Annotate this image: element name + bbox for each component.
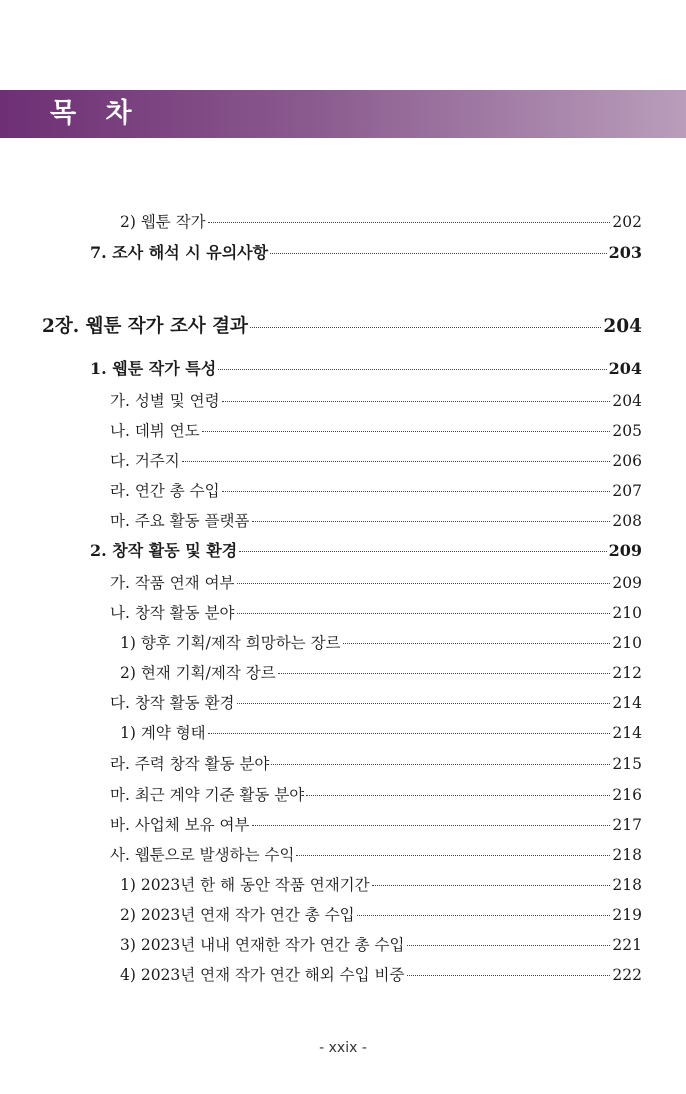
toc-entry-page: 218: [612, 876, 642, 894]
toc-entry-page: 215: [612, 755, 642, 773]
toc-entry-page: 214: [612, 724, 642, 742]
toc-entry-label: 1. 웹툰 작가 특성: [90, 359, 217, 378]
toc-entry-page: 212: [612, 664, 642, 682]
toc-entry[interactable]: [120, 722, 642, 744]
toc-entry[interactable]: [110, 844, 642, 866]
toc-entry[interactable]: [110, 450, 642, 472]
toc-entry[interactable]: [110, 753, 642, 775]
leader-dots: [372, 885, 611, 886]
leader-dots: [271, 764, 610, 765]
page-title: 목 차: [50, 98, 142, 129]
toc-entry[interactable]: [110, 572, 642, 594]
leader-dots: [237, 583, 611, 584]
toc-entry-label: 2) 현재 기획/제작 장르: [120, 664, 276, 682]
toc-entry[interactable]: [110, 510, 642, 532]
toc-entry-label: 2) 웹툰 작가: [120, 213, 206, 231]
leader-dots: [343, 643, 611, 644]
toc-entry-page: 207: [612, 482, 642, 500]
page-number: - xxix -: [319, 1040, 367, 1056]
toc-entry-page: 209: [612, 574, 642, 592]
leader-dots: [202, 431, 611, 432]
toc-entry[interactable]: [110, 784, 642, 806]
leader-dots: [222, 491, 611, 492]
leader-dots: [218, 369, 606, 370]
toc-entry-page: 216: [612, 786, 642, 804]
leader-dots: [306, 795, 610, 796]
toc-entry[interactable]: [110, 692, 642, 714]
leader-dots: [250, 327, 601, 328]
toc-entry[interactable]: [110, 814, 642, 836]
toc-entry-label: 사. 웹툰으로 발생하는 수익: [110, 846, 295, 864]
toc-entry-label: 마. 주요 활동 플랫폼: [110, 512, 250, 530]
toc-entry-page: 209: [608, 541, 642, 560]
toc-entry[interactable]: [120, 964, 642, 986]
toc-entry-page: 202: [612, 213, 642, 231]
toc-entry[interactable]: [120, 904, 642, 926]
toc-entry[interactable]: [120, 874, 642, 896]
toc-entry[interactable]: [90, 358, 642, 380]
leader-dots: [208, 222, 611, 223]
toc-entry-label: 4) 2023년 연재 작가 연간 해외 수입 비중: [120, 966, 405, 984]
toc-entry-page: 203: [608, 243, 642, 262]
toc-entry[interactable]: [110, 420, 642, 442]
toc-entry-label: 7. 조사 해석 시 유의사항: [90, 243, 269, 262]
toc-entry-page: 218: [612, 846, 642, 864]
toc-entry[interactable]: [110, 390, 642, 412]
toc-entry-page: 204: [612, 392, 642, 410]
toc-entry-label: 2장. 웹툰 작가 조사 결과: [42, 316, 248, 337]
toc-entry[interactable]: [120, 211, 642, 233]
toc-entry-label: 1) 향후 기획/제작 희망하는 장르: [120, 634, 341, 652]
leader-dots: [407, 945, 611, 946]
toc-entry-label: 마. 최근 계약 기준 활동 분야: [110, 786, 305, 804]
toc-entry-label: 라. 연간 총 수입: [110, 482, 220, 500]
toc-entry-page: 214: [612, 694, 642, 712]
leader-dots: [182, 461, 611, 462]
toc-entry-label: 3) 2023년 내내 연재한 작가 연간 총 수입: [120, 936, 405, 954]
leader-dots: [407, 975, 611, 976]
leader-dots: [252, 825, 611, 826]
toc-entry[interactable]: [110, 480, 642, 502]
toc-entry-label: 다. 거주지: [110, 452, 180, 470]
toc-entry-label: 2. 창작 활동 및 환경: [90, 541, 238, 560]
toc-entry-label: 2) 2023년 연재 작가 연간 총 수입: [120, 906, 355, 924]
toc-entry[interactable]: [120, 632, 642, 654]
toc-entry-label: 나. 데뷔 연도: [110, 422, 200, 440]
toc-entry-label: 1) 계약 형태: [120, 724, 206, 742]
toc-entry-label: 가. 성별 및 연령: [110, 392, 220, 410]
header-banner: [0, 90, 686, 138]
toc-entry-label: 가. 작품 연재 여부: [110, 574, 235, 592]
leader-dots: [278, 673, 611, 674]
toc-entry-page: 210: [612, 634, 642, 652]
toc-entry[interactable]: [120, 934, 642, 956]
toc-entry-label: 1) 2023년 한 해 동안 작품 연재기간: [120, 876, 370, 894]
toc-entry-label: 다. 창작 활동 환경: [110, 694, 235, 712]
toc-entry[interactable]: [90, 242, 642, 264]
leader-dots: [237, 613, 611, 614]
toc-entry[interactable]: [110, 602, 642, 624]
toc-entry-page: 204: [603, 316, 642, 337]
leader-dots: [222, 401, 611, 402]
leader-dots: [208, 733, 611, 734]
leader-dots: [252, 521, 611, 522]
leader-dots: [296, 855, 610, 856]
toc-entry-page: 206: [612, 452, 642, 470]
toc-entry-label: 라. 주력 창작 활동 분야: [110, 755, 270, 773]
leader-dots: [239, 551, 606, 552]
toc-entry-page: 219: [612, 906, 642, 924]
toc-entry-page: 221: [612, 936, 642, 954]
toc-entry-label: 바. 사업체 보유 여부: [110, 816, 250, 834]
toc-entry-page: 210: [612, 604, 642, 622]
toc-entry-page: 217: [612, 816, 642, 834]
toc-entry[interactable]: [42, 316, 642, 338]
toc-entry-page: 208: [612, 512, 642, 530]
toc-entry-page: 204: [608, 359, 642, 378]
toc-entry-page: 222: [612, 966, 642, 984]
toc-entry-page: 205: [612, 422, 642, 440]
leader-dots: [237, 703, 611, 704]
leader-dots: [357, 915, 611, 916]
toc-entry[interactable]: [90, 540, 642, 562]
toc-entry[interactable]: [120, 662, 642, 684]
toc-entry-label: 나. 창작 활동 분야: [110, 604, 235, 622]
leader-dots: [270, 253, 607, 254]
